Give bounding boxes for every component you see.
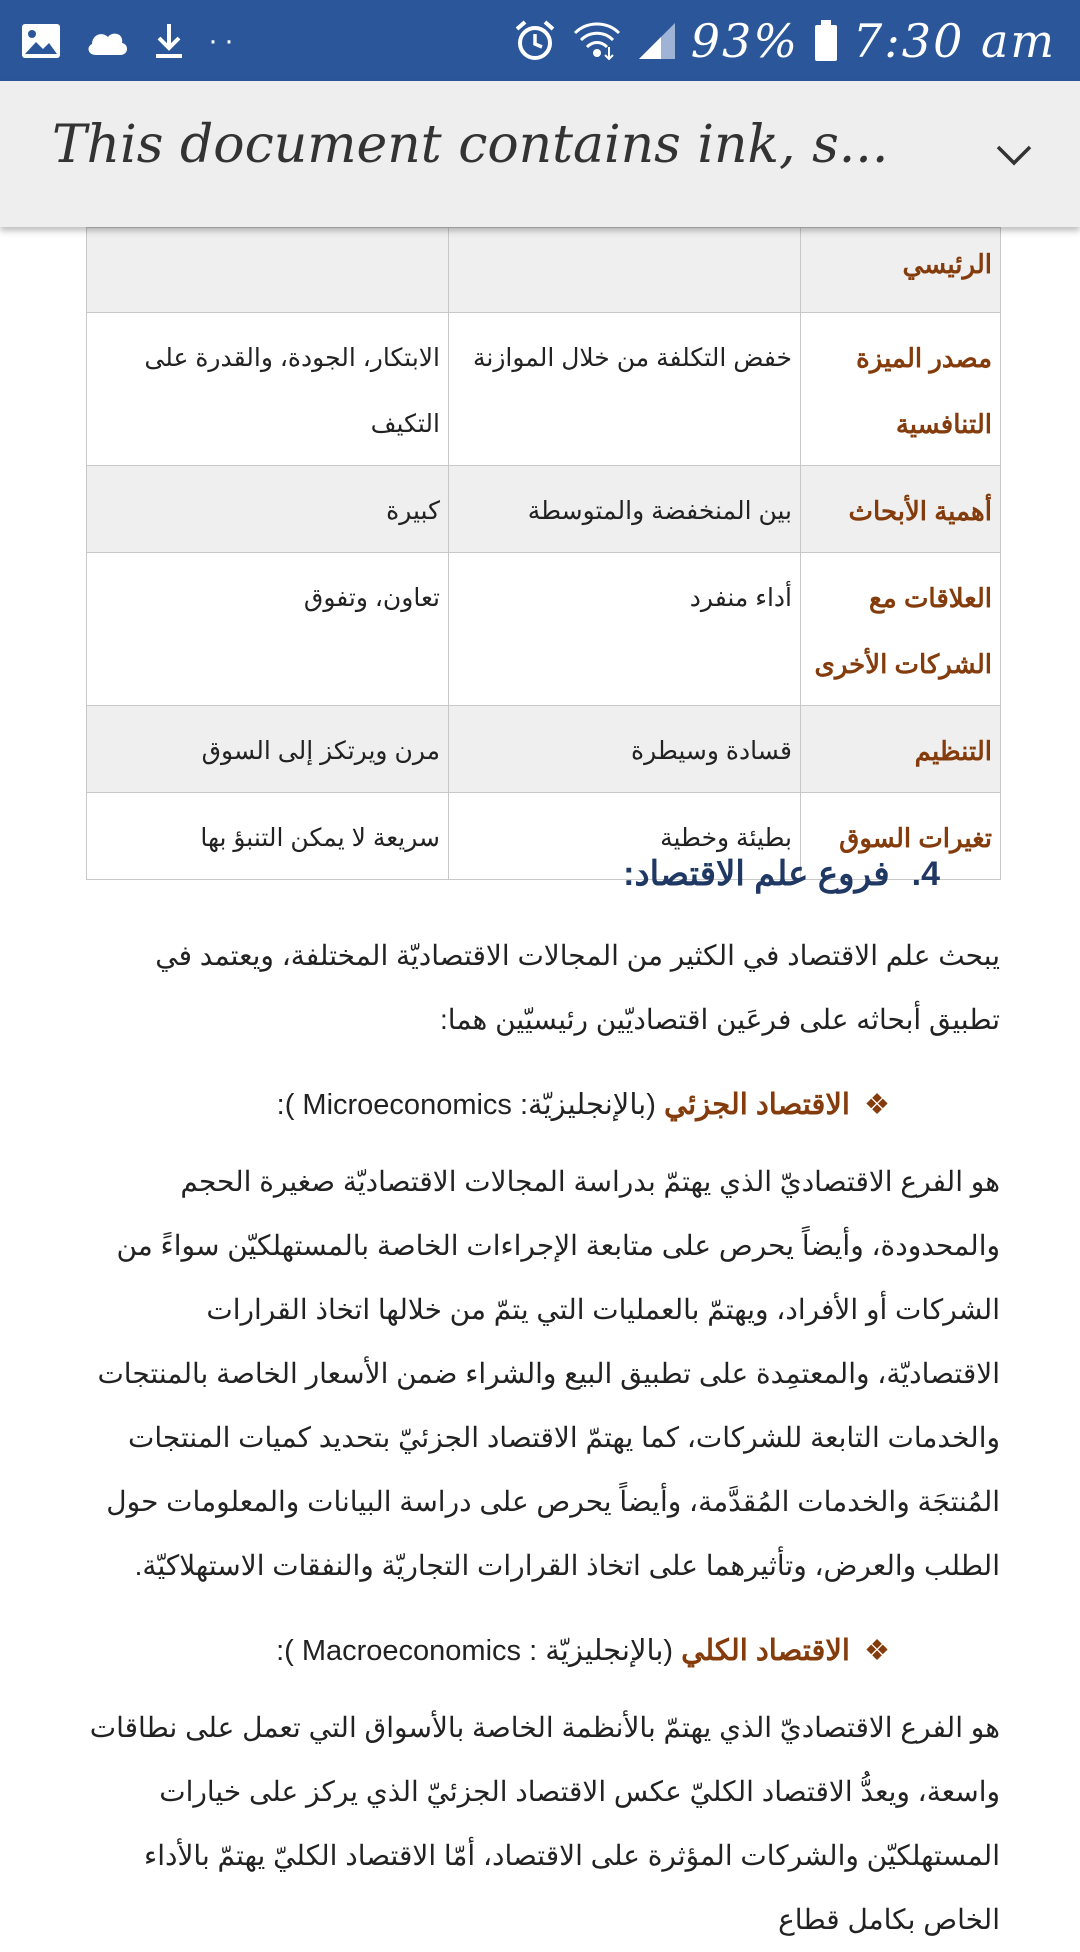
table-row-header: مصدر الميزة التنافسية [801, 313, 1001, 466]
table-row-header: تغيرات السوق [801, 793, 1001, 880]
table-cell: سريعة لا يمكن التنبؤ بها [87, 793, 449, 880]
table-cell [449, 228, 801, 313]
bullet-diamond-icon: ❖ [864, 1089, 890, 1121]
cloud-icon [84, 25, 130, 57]
alarm-icon [513, 19, 557, 63]
table-cell: أداء منفرد [449, 553, 801, 706]
table-row [87, 313, 1001, 466]
section-heading [86, 854, 940, 894]
table-row [87, 706, 1001, 793]
table-row-header: التنظيم [801, 706, 1001, 793]
table-cell [87, 228, 449, 313]
battery-icon [813, 19, 839, 63]
micro-paragraph: هو الفرع الاقتصاديّ الذي يهتمّ بدراسة المجالات الاقتصاديّة صغيرة الحجم والمحدودة، وأيضاً يحرص على متابعة الإجراءات الخاصة بالمستهلكيّن سواءً من الشركات أو الأفراد، ويهتمّ بالعمليات التي يتمّ من خلالها اتخاذ القرارات الاقتصاديّة، والمعتمِدة على تطبيق البيع والشراء ضمن الأسعار الخاصة بالمنتجات والخدمات التابعة للشركات، كما يهتمّ الاقتصاد الجزئيّ بتحديد كميات المنتجات المُنتجَة والخدمات المُقدَّمة، وأيضاً يحرص على دراسة البيانات والمعلومات حول الطلب والعرض، وتأثيرهما على اتخاذ القرارات التجاريّة والنفقات الاستهلاكيّة. [97, 1166, 1000, 1581]
macro-term: الاقتصاد الكلي [681, 1635, 850, 1667]
clock: 7:30 am [853, 13, 1056, 68]
document-body [86, 830, 1000, 1952]
table-cell: الابتكار، الجودة، والقدرة على التكيف [87, 313, 449, 466]
table-row [87, 228, 1001, 313]
section-title: فروع علم الاقتصاد: [623, 855, 890, 893]
table-row [87, 553, 1001, 706]
notice-title: This document contains ink, s... [52, 115, 889, 175]
document-notice-bar[interactable] [0, 81, 1080, 227]
table-row [87, 466, 1001, 553]
table-cell: مرن ويرتكز إلى السوق [87, 706, 449, 793]
table-cell: بطيئة وخطية [449, 793, 801, 880]
table-cell: تعاون، وتفوق [87, 553, 449, 706]
macro-paragraph: هو الفرع الاقتصاديّ الذي يهتمّ بالأنظمة الخاصة بالأسواق التي تعمل على نطاقات واسعة، ويعدُّ الاقتصاد الكليّ عكس الاقتصاد الجزئيّ الذي يركز على خيارات المستهلكيّن والشركات المؤثرة على الاقتصاد، أمّا الاقتصاد الكليّ يهتمّ بالأداء الخاص بكامل قطاع [89, 1712, 1000, 1935]
macro-bullet [86, 1626, 890, 1676]
table-cell: بين المنخفضة والمتوسطة [449, 466, 801, 553]
comparison-table [86, 227, 1001, 880]
table-cell: خفض التكلفة من خلال الموازنة [449, 313, 801, 466]
section-number: 4. [911, 855, 940, 893]
status-bar [0, 0, 1080, 81]
micro-english: (بالإنجليزيّة: Microeconomics ): [276, 1089, 656, 1121]
signal-icon [637, 21, 677, 61]
battery-percentage: 93% [690, 13, 800, 68]
table-cell: كبيرة [87, 466, 449, 553]
micro-term: الاقتصاد الجزئي [663, 1089, 850, 1121]
table-row-header: العلاقات مع الشركات الأخرى [801, 553, 1001, 706]
table-row-header: أهمية الأبحاث [801, 466, 1001, 553]
more-dots-icon: ·· [208, 23, 240, 57]
image-icon [20, 22, 62, 60]
wifi-icon [571, 21, 623, 61]
table-cell: قسادة وسيطرة [449, 706, 801, 793]
intro-paragraph: يبحث علم الاقتصاد في الكثير من المجالات الاقتصاديّة المختلفة، ويعتمد في تطبيق أبحاثه على فرعَين اقتصاديّين رئيسيّين هما: [155, 940, 1000, 1035]
bullet-diamond-icon: ❖ [864, 1635, 890, 1667]
macro-english: (بالإنجليزيّة : Macroeconomics ): [276, 1635, 674, 1667]
download-icon [152, 21, 186, 61]
table-row-header: الرئيسي [801, 228, 1001, 313]
chevron-down-icon[interactable] [988, 129, 1040, 181]
micro-bullet [86, 1080, 890, 1130]
